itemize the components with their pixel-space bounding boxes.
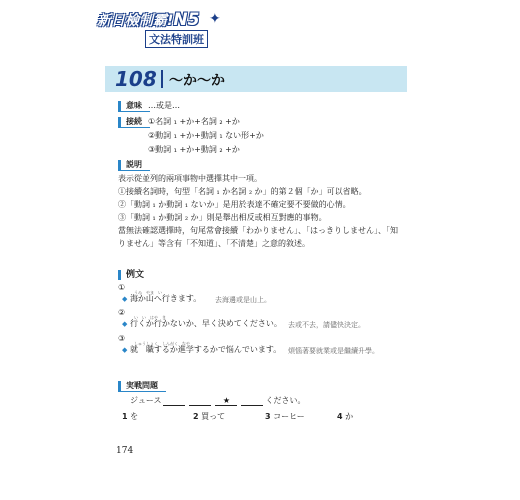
example-number: ①	[118, 283, 126, 292]
logo-star-icon: ✦	[209, 11, 221, 27]
logo-title: 新日檢制霸!	[97, 13, 174, 29]
connection-item: ①名詞 ₁ +か+名詞 ₂ +か	[148, 117, 240, 126]
explanation-line: 表示從並列的兩項事物中選擇其中一項。	[118, 174, 262, 183]
explanation-line: ③「動詞 ₁ か動詞 ₂ か」則是舉出相反或相互對應的事物。	[118, 213, 327, 222]
example-translation: 去或不去，請儘快決定。	[288, 321, 365, 329]
example-furigana: い い はや き	[134, 315, 166, 320]
answer-blank[interactable]	[241, 397, 263, 406]
grammar-number: 108	[115, 67, 157, 91]
example-number: ③	[118, 334, 126, 343]
example-translation: 煩惱著要就業或是繼續升學。	[288, 347, 379, 355]
example-furigana: うみ やま い	[134, 290, 162, 295]
connection-label: 接続	[118, 117, 150, 128]
question-prefix: ジュース	[130, 396, 162, 405]
logo-level: N5	[173, 10, 200, 30]
grammar-pattern: 〜か〜か	[169, 73, 225, 89]
connection-item: ②動詞 ₁ +か+動詞 ₁ ない形+か	[148, 131, 264, 140]
meaning-text: …或是…	[148, 101, 180, 110]
examples-label: 例文	[118, 270, 144, 280]
star-icon: ★	[222, 396, 231, 405]
connection-item: ③動詞 ₁ +か+動詞 ₂ +か	[148, 145, 240, 154]
example-japanese: 海か山へ行きます。	[129, 294, 202, 303]
book-logo	[97, 10, 222, 48]
option-2[interactable]: 2 買って	[193, 412, 226, 421]
example-translation: 去海邊或是山上。	[215, 296, 271, 304]
answer-blank[interactable]	[189, 397, 211, 406]
example-number: ②	[118, 308, 126, 317]
option-3[interactable]: 3 コーヒー	[265, 412, 305, 421]
title-divider	[161, 70, 163, 88]
answer-blank-star[interactable]	[215, 397, 237, 406]
option-1[interactable]: 1 を	[122, 412, 139, 421]
bullet-icon: ◆	[122, 320, 128, 328]
example-japanese: 行くか行かないか、早く決めてください。	[129, 319, 282, 328]
grammar-title-bar	[105, 66, 407, 92]
explanation-label: 説明	[118, 160, 150, 171]
practice-label: 実戦問題	[118, 381, 166, 392]
practice-question	[130, 396, 305, 406]
meaning-label: 意味	[118, 101, 150, 112]
explanation-line: りません」等含有「不知道」、「不清楚」之意的敘述。	[118, 239, 310, 248]
example-furigana: しゅうしょく しんがく なや	[134, 341, 190, 346]
logo-subtitle: 文法特訓班	[145, 30, 208, 48]
example-japanese: 就 職するか進学するかで悩んでいます。	[129, 345, 282, 354]
bullet-icon: ◆	[122, 295, 128, 303]
page-number: 174	[116, 446, 134, 456]
option-4[interactable]: 4 か	[337, 412, 354, 421]
explanation-line: 當無法確認選擇時，句尾常會接續「わかりません」、「はっきりしません」、「知	[118, 226, 398, 235]
explanation-line: ①接續名詞時，句型「名詞 ₁ か名詞 ₂ か」的第２個「か」可以省略。	[118, 187, 367, 196]
question-suffix: ください。	[265, 396, 306, 405]
explanation-line: ②「動詞 ₁ か動詞 ₁ ないか」是用於表達不確定要不要做的心情。	[118, 200, 351, 209]
answer-blank[interactable]	[163, 397, 185, 406]
bullet-icon: ◆	[122, 346, 128, 354]
